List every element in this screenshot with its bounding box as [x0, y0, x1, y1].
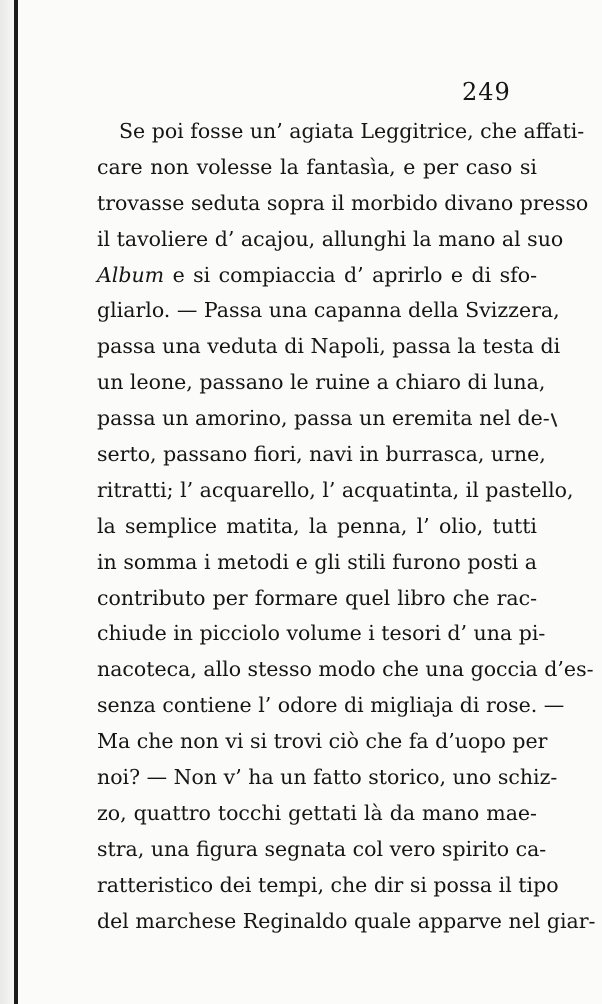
- stray-ink-mark: [551, 413, 558, 427]
- text-line: Se poi fosse un’ agiata Leggitrice, che affati-: [119, 119, 585, 143]
- text-line: chiude in picciolo volume i tesori d’ una pi-: [97, 621, 546, 646]
- text-line: del marchese Reginaldo quale apparve nel giar-: [97, 908, 596, 933]
- text-line: zo, quattro tocchi gettati là da mano mae-: [97, 800, 537, 825]
- text-line: il tavoliere d’ acajou, allunghi la mano al suo: [97, 226, 564, 251]
- text-line-with-italic: [97, 258, 537, 294]
- text-line: senza contiene l’ odore di migliaja di rose. —: [97, 693, 565, 718]
- text-line: passa una veduta di Napoli, passa la testa di: [97, 334, 561, 359]
- text-line: un leone, passano le ruine a chiaro di luna,: [97, 370, 546, 395]
- binding-shadow: [0, 0, 14, 1004]
- text-line: passa un amorino, passa un eremita nel de-: [97, 406, 550, 431]
- italic-word: Album: [97, 262, 165, 287]
- text-line: gliarlo. — Passa una capanna della Svizzera,: [97, 298, 560, 323]
- text-line: serto, passano fiori, navi in burrasca, urne,: [97, 442, 546, 467]
- text-line-rest: e si compiaccia d’ aprirlo e di sfo-: [172, 262, 537, 287]
- text-line: care non volesse la fantasìa, e per caso si: [97, 154, 537, 179]
- text-line: nacoteca, allo stesso modo che una goccia d’es-: [97, 657, 594, 682]
- page-number: 249: [462, 78, 511, 106]
- text-line: stra, una figura segnata col vero spirito ca-: [97, 836, 547, 861]
- text-line: la semplice matita, la penna, l’ olio, tutti: [97, 513, 537, 538]
- text-line: in somma i metodi e gli stili furono posti a: [97, 549, 537, 574]
- binding-edge: [14, 0, 18, 1004]
- text-line: ritratti; l’ acquarello, l’ acquatinta, il pastello,: [97, 477, 574, 502]
- text-line: trovasse seduta sopra il morbido divano presso: [97, 190, 589, 215]
- text-line: noi? — Non v’ ha un fatto storico, uno schiz-: [97, 765, 558, 790]
- text-line: contributo per formare quel libro che rac-: [97, 585, 537, 610]
- text-line: ratteristico dei tempi, che dir si possa il tipo: [97, 872, 559, 897]
- body-text: [97, 114, 596, 939]
- text-line: Ma che non vi si trovi ciò che fa d’uopo per: [97, 729, 548, 754]
